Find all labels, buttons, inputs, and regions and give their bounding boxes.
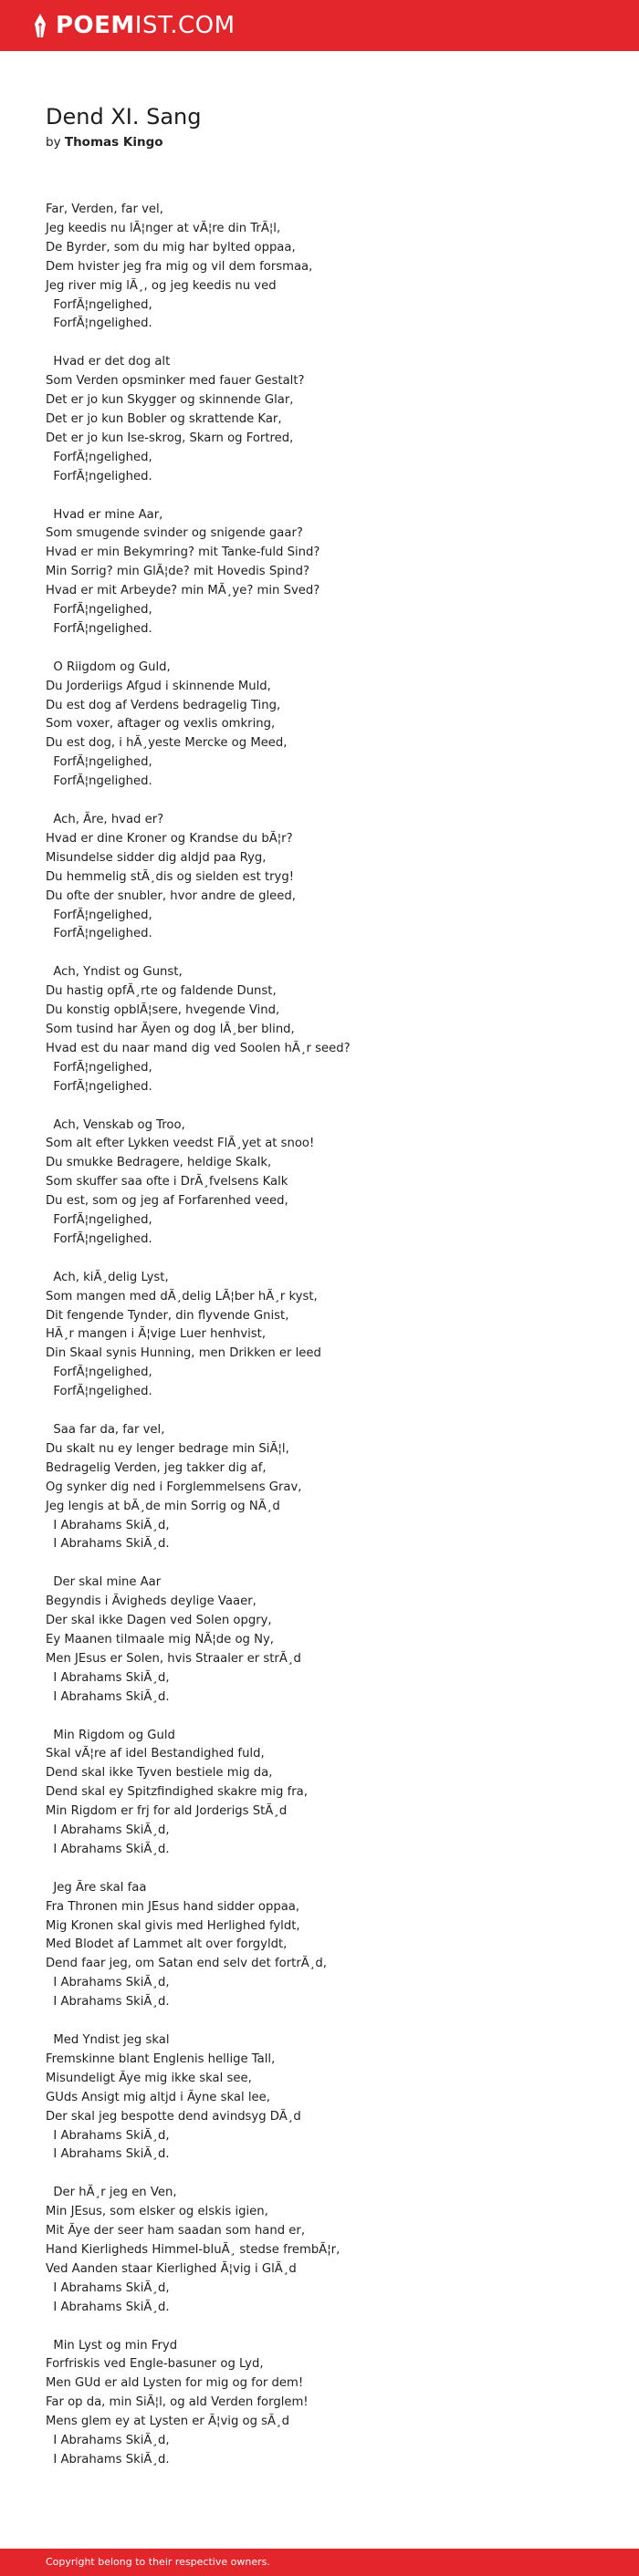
site-header <box>0 0 639 51</box>
poem-body: Far, Verden, far vel, Jeg keedis nu lÃ¦nger at vÃ¦re din TrÃ¦l, De Byrder, som du mig har bylted oppaa, Dem hvister jeg fra mig og vil dem forsmaa, Jeg river mig lÃ¸, og jeg keedis nu ved ForfÃ¦ngelighed, ForfÃ¦ngelighed. Hvad er det dog alt Som Verden opsminker med fauer Gestalt? Det er jo kun Skygger og skinnende Glar, Det er jo kun Bobler og skrattende Kar, Det er jo kun Ise-skrog, Skarn og Fortred, ForfÃ¦ngelighed, ForfÃ¦ngelighed. Hvad er mine Aar, Som smugende svinder og snigende gaar? Hvad er min Bekymring? mit Tanke-fuld Sind? Min Sorrig? min GlÃ¦de? mit Hovedis Spind? Hvad er mit Arbeyde? min MÃ¸ye? min Sved? ForfÃ¦ngelighed, ForfÃ¦ngelighed. O Riigdom og Guld, Du Jorderiigs Afgud i skinnende Muld, Du est dog af Verdens bedragelig Ting, Som voxer, aftager og vexlis omkring, Du est dog, i hÃ¸yeste Mercke og Meed, ForfÃ¦ngelighed, ForfÃ¦ngelighed. Ach, Ãre, hvad er? Hvad er dine Kroner og Krandse du bÃ¦r? Misundelse sidder dig aldjd paa Ryg, Du hemmelig stÃ¸dis og sielden est tryg! Du ofte der snubler, hvor andre de gleed, ForfÃ¦ngelighed, ForfÃ¦ngelighed. Ach, Yndist og Gunst, Du hastig opfÃ¸rte og faldende Dunst, Du konstig opblÃ¦sere, hvegende Vind, Som tusind har Ãyen og dog lÃ¸ber blind, Hvad est du naar mand dig ved Soolen hÃ¸r seed? ForfÃ¦ngelighed, ForfÃ¦ngelighed. Ach, Venskab og Troo, Som alt efter Lykken veedst FlÃ¸yet at snoo! Du smukke Bedragere, heldige Skalk, Som skuffer saa ofte i DrÃ¸fvelsens Kalk Du est, som og jeg af Forfarenhed veed, ForfÃ¦ngelighed, ForfÃ¦ngelighed. Ach, kiÃ¸delig Lyst, Som mangen med dÃ¸delig LÃ¦ber hÃ¸r kyst, Dit fengende Tynder, din flyvende Gnist, HÃ¸r mangen i Ã¦vige Luer henhvist, Din Skaal synis Hunning, men Drikken er leed ForfÃ¦ngelighed, ForfÃ¦ngelighed. Saa far da, far vel, Du skalt nu ey lenger bedrage min SiÃ¦l, Bedragelig Verden, jeg takker dig af, Og synker dig ned i Forglemmelsens Grav, Jeg lengis at bÃ¸de min Sorrig og NÃ¸d I Abrahams SkiÃ¸d, I Abrahams SkiÃ¸d. Der skal mine Aar Begyndis i Ãvigheds deylige Vaaer, Der skal ikke Dagen ved Solen opgry, Ey Maanen tilmaale mig NÃ¦de og Ny, Men JEsus er Solen, hvis Straaler er strÃ¸d I Abrahams SkiÃ¸d, I Abrahams SkiÃ¸d. Min Rigdom og Guld Skal vÃ¦re af idel Bestandighed fuld, Dend skal ikke Tyven bestiele mig da, Dend skal ey Spitzfindighed skakre mig fra, Min Rigdom er frj for ald Jorderigs StÃ¸d I Abrahams SkiÃ¸d, I Abrahams SkiÃ¸d. Jeg Ãre skal faa Fra Thronen min JEsus hand sidder oppaa, Mig Kronen skal givis med Herlighed fyldt, Med Blodet af Lammet alt over forgyldt, Dend faar jeg, om Satan end selv det fortrÃ¸d, I Abrahams SkiÃ¸d, I Abrahams SkiÃ¸d. Med Yndist jeg skal Fremskinne blant Englenis hellige Tall, Misundeligt Ãye mig ikke skal see, GUds Ansigt mig altjd i Ãyne skal lee, Der skal jeg bespotte dend avindsyg DÃ¸d I Abrahams SkiÃ¸d, I Abrahams SkiÃ¸d. Der hÃ¸r jeg en Ven, Min JEsus, som elsker og elskis igien, Mit Ãye der seer ham saadan som hand er, Hand Kierligheds Himmel-bluÃ¸ stedse frembÃ¦r, Ved Aanden staar Kierlighed Ã¦vig i GlÃ¸d I Abrahams SkiÃ¸d, I Abrahams SkiÃ¸d. Min Lyst og min Fryd Forfriskis ved Engle-basuner og Lyd, Men GUd er ald Lysten for mig og for dem! Far op da, min SiÃ¦l, og ald Verden forglem! Mens glem ey at Lysten er Ã¦vig og sÃ¸d I Abrahams SkiÃ¸d, I Abrahams SkiÃ¸d. <box>46 203 351 2467</box>
logo-wordmark <box>56 12 236 39</box>
site-footer <box>0 2549 639 2576</box>
pen-nib-icon <box>33 13 47 38</box>
by-prefix: by <box>46 135 61 150</box>
poem-title: Dend XI. Sang <box>46 104 202 130</box>
copyright-text: Copyright belong to their respective owners. <box>46 2556 270 2568</box>
logo-bold-text: POEM <box>56 12 135 39</box>
byline <box>46 135 163 150</box>
author-link[interactable]: Thomas Kingo <box>64 135 163 150</box>
site-logo[interactable] <box>33 12 236 39</box>
logo-light-text: IST.COM <box>134 12 236 39</box>
